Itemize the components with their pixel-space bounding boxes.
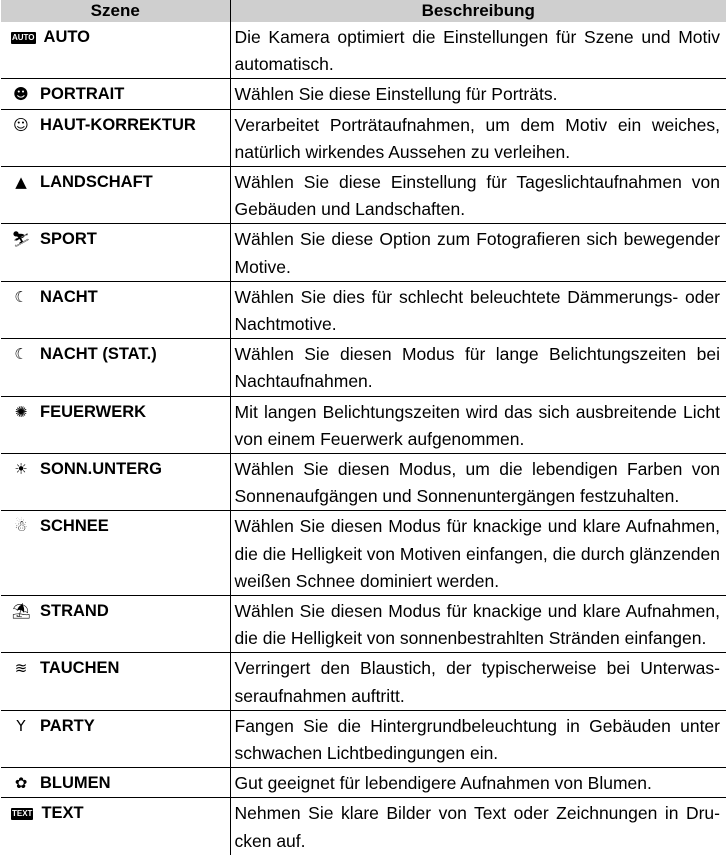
scene-cell bbox=[1, 511, 230, 596]
scene-label: HAUT-KORREKTUR bbox=[40, 115, 196, 134]
table-body bbox=[1, 22, 726, 855]
description-cell: Verarbeitet Porträtaufnahmen, um dem Motiv ein weiches, natürlich wirkendes Aussehen zu verleihen. bbox=[230, 109, 726, 166]
night-tripod-icon: ☾ bbox=[14, 345, 28, 364]
description-cell: Wählen Sie diese Einstellung für Porträts. bbox=[230, 79, 726, 109]
table-row bbox=[1, 653, 726, 710]
beach-icon: ⛱ bbox=[11, 602, 31, 621]
scene-label: LANDSCHAFT bbox=[40, 173, 153, 192]
scene-cell bbox=[1, 79, 230, 109]
table-row bbox=[1, 454, 726, 511]
scene-cell bbox=[1, 596, 230, 653]
scene-label: SCHNEE bbox=[40, 517, 109, 536]
description-cell: Die Kamera optimiert die Einstellungen für Szene und Motiv automatisch. bbox=[230, 22, 726, 79]
snow-icon: ☃ bbox=[14, 517, 28, 536]
scene-cell bbox=[1, 768, 230, 798]
description-cell: Wählen Sie diese Option zum Fotografieren sich bewegender Motive. bbox=[230, 224, 726, 281]
scene-label: TEXT bbox=[41, 804, 84, 823]
description-cell: Wählen Sie diesen Modus, um die lebendigen Farben von Sonnenaufgängen und Sonnenuntergängen festzuhalten. bbox=[230, 454, 726, 511]
scene-cell bbox=[1, 396, 230, 453]
description-cell: Nehmen Sie klare Bilder von Text oder Zeichnungen in Drucken auf. bbox=[234, 803, 720, 851]
scene-label: TAUCHEN bbox=[40, 659, 120, 678]
table-row bbox=[1, 224, 726, 281]
table-row bbox=[1, 109, 726, 166]
table-row bbox=[1, 22, 726, 79]
sunset-icon: ☀ bbox=[14, 460, 28, 479]
scene-label: NACHT bbox=[40, 287, 98, 306]
table-row bbox=[1, 396, 726, 453]
description-cell: Gut geeignet für lebendigere Aufnahmen von Blumen. bbox=[230, 768, 726, 798]
description-cell: Wählen Sie diesen Modus für knackige und klare Aufnahmen, die die Helligkeit von Motiven einfangen, die durch glänzenden weißen Schnee dominiert werden. bbox=[230, 511, 726, 596]
column-header-scene: Szene bbox=[1, 0, 230, 22]
description-cell: Wählen Sie diesen Modus für knackige und klare Aufnahmen, die die Helligkeit von sonnenbestrahlten Stränden einfangen. bbox=[230, 596, 726, 653]
scene-cell bbox=[1, 653, 230, 710]
skin-softening-icon: ☺ bbox=[13, 115, 29, 134]
scene-table bbox=[1, 0, 726, 855]
table-row bbox=[1, 596, 726, 653]
scene-cell bbox=[1, 224, 230, 281]
table-row bbox=[1, 768, 726, 798]
sport-icon: ⛷ bbox=[11, 230, 31, 249]
table-row bbox=[1, 511, 726, 596]
text-mode-icon: TEXT bbox=[12, 809, 33, 819]
column-header-description: Beschreibung bbox=[230, 0, 726, 22]
table-row bbox=[1, 281, 726, 338]
scene-cell bbox=[1, 339, 230, 396]
flower-icon: ✿ bbox=[14, 774, 28, 793]
table-row bbox=[1, 798, 726, 855]
scene-label: AUTO bbox=[43, 28, 90, 46]
landscape-icon: ▲ bbox=[15, 173, 27, 192]
scene-cell bbox=[1, 167, 230, 224]
table-row bbox=[1, 710, 726, 767]
description-cell: Wählen Sie dies für schlecht beleuchtete Dämmerungs- oder Nachtmotive. bbox=[230, 281, 726, 338]
scene-label: FEUERWERK bbox=[40, 402, 147, 421]
scene-cell bbox=[1, 454, 230, 511]
table-row bbox=[1, 339, 726, 396]
scene-cell bbox=[1, 22, 230, 79]
scene-cell bbox=[1, 281, 230, 338]
description-cell: Mit langen Belichtungszeiten wird das sich ausbreitende Licht von einem Feuerwerk aufgenommen. bbox=[230, 396, 726, 453]
table-header-row bbox=[1, 0, 726, 22]
table-row bbox=[1, 79, 726, 109]
scene-label: SPORT bbox=[40, 230, 97, 249]
scene-label: SONN.UNTERG bbox=[40, 460, 162, 479]
portrait-icon: ☻ bbox=[13, 85, 29, 104]
table-row bbox=[1, 167, 726, 224]
underwater-icon: ≋ bbox=[14, 659, 28, 678]
auto-mode-icon: AUTO bbox=[12, 33, 35, 42]
party-icon: Y bbox=[16, 716, 26, 735]
scene-cell bbox=[1, 710, 230, 767]
scene-label: BLUMEN bbox=[40, 774, 111, 793]
scene-cell bbox=[1, 109, 230, 166]
description-cell: Wählen Sie diese Einstellung für Tageslichtaufnahmen von Gebäuden und Landschaften. bbox=[230, 167, 726, 224]
fireworks-icon: ✺ bbox=[14, 402, 28, 421]
scene-label: PORTRAIT bbox=[40, 85, 125, 104]
scene-label: STRAND bbox=[40, 602, 109, 621]
scene-cell bbox=[1, 798, 230, 855]
description-cell: Wählen Sie diesen Modus für lange Belichtungszeiten bei Nachtaufnahmen. bbox=[230, 339, 726, 396]
night-icon: ☾ bbox=[14, 287, 28, 306]
description-cell: Fangen Sie die Hintergrundbeleuchtung in Gebäuden unter schwachen Lichtbedingungen ein. bbox=[230, 710, 726, 767]
scene-label: PARTY bbox=[40, 716, 95, 735]
description-cell: Verringert den Blaustich, der typischerweise bei Unterwasseraufnahmen auftritt. bbox=[230, 653, 726, 710]
scene-label: NACHT (STAT.) bbox=[40, 345, 157, 364]
